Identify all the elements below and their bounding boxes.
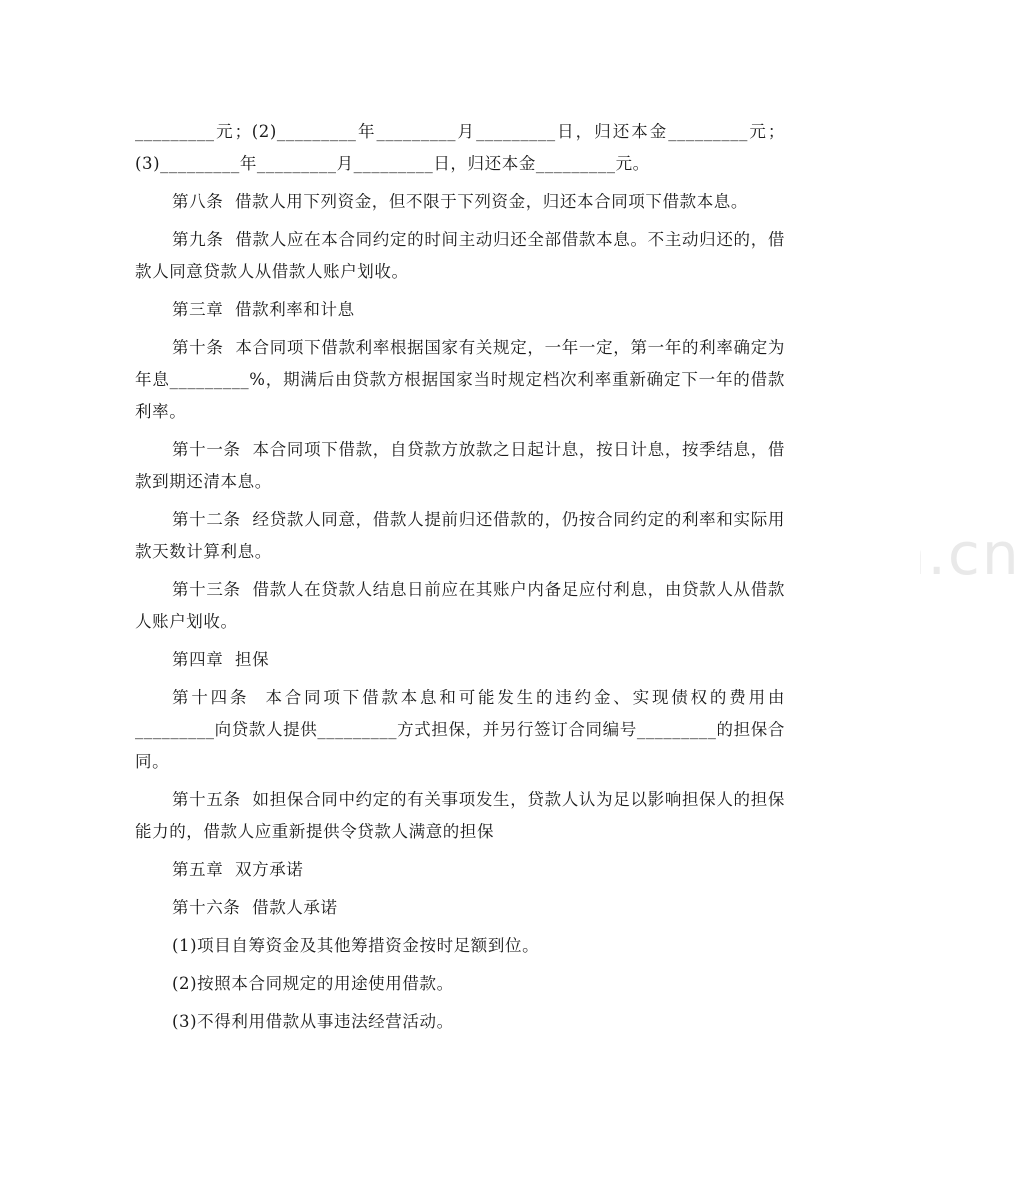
paragraph-article-15: 第十五条 如担保合同中约定的有关事项发生，贷款人认为足以影响担保人的担保能力的，借款人应重新提供令贷款人满意的担保 bbox=[135, 790, 785, 841]
paragraph-article-12: 第十二条 经贷款人同意，借款人提前归还借款的，仍按合同约定的利率和实际用款天数计算利息。 bbox=[135, 510, 785, 561]
list-item-commitment-3: (3)不得利用借款从事违法经营活动。 bbox=[172, 1012, 454, 1031]
list-item-commitment-2: (2)按照本合同规定的用途使用借款。 bbox=[172, 974, 454, 993]
paragraph-article-11: 第十一条 本合同项下借款，自贷款方放款之日起计息，按日计息，按季结息，借款到期还清本息。 bbox=[135, 440, 785, 491]
paragraph-article-8: 第八条 借款人用下列资金，但不限于下列资金，归还本合同项下借款本息。 bbox=[172, 192, 748, 211]
paragraph-article-14: 第十四条 本合同项下借款本息和可能发生的违约金、实现债权的费用由_________向贷款人提供_________方式担保，并另行签订合同编号_________的担保合同。 bbox=[135, 688, 785, 771]
paragraph-article-16: 第十六条 借款人承诺 bbox=[172, 898, 338, 917]
paragraph-repayment-schedule: _________元；(2)_________年_________月_________日，归还本金_________元；(3)_________年_________月_________日，归还本金_________元。 bbox=[135, 122, 785, 173]
list-item-commitment-1: (1)项目自筹资金及其他筹措资金按时足额到位。 bbox=[172, 936, 540, 955]
paragraph-article-10: 第十条 本合同项下借款利率根据国家有关规定，一年一定，第一年的利率确定为年息_________%，期满后由贷款方根据国家当时规定档次利率重新确定下一年的借款利率。 bbox=[135, 338, 785, 421]
chapter-heading-4: 第四章 担保 bbox=[172, 650, 270, 669]
watermark-text: www.zixin.com.cn bbox=[470, 520, 1021, 588]
document-body bbox=[135, 116, 785, 1044]
paragraph-article-13: 第十三条 借款人在贷款人结息日前应在其账户内备足应付利息，由贷款人从借款人账户划收。 bbox=[135, 580, 785, 631]
paragraph-article-9: 第九条 借款人应在本合同约定的时间主动归还全部借款本息。不主动归还的，借款人同意贷款人从借款人账户划收。 bbox=[135, 230, 785, 281]
chapter-heading-3: 第三章 借款利率和计息 bbox=[172, 300, 355, 319]
chapter-heading-5: 第五章 双方承诺 bbox=[172, 860, 304, 879]
